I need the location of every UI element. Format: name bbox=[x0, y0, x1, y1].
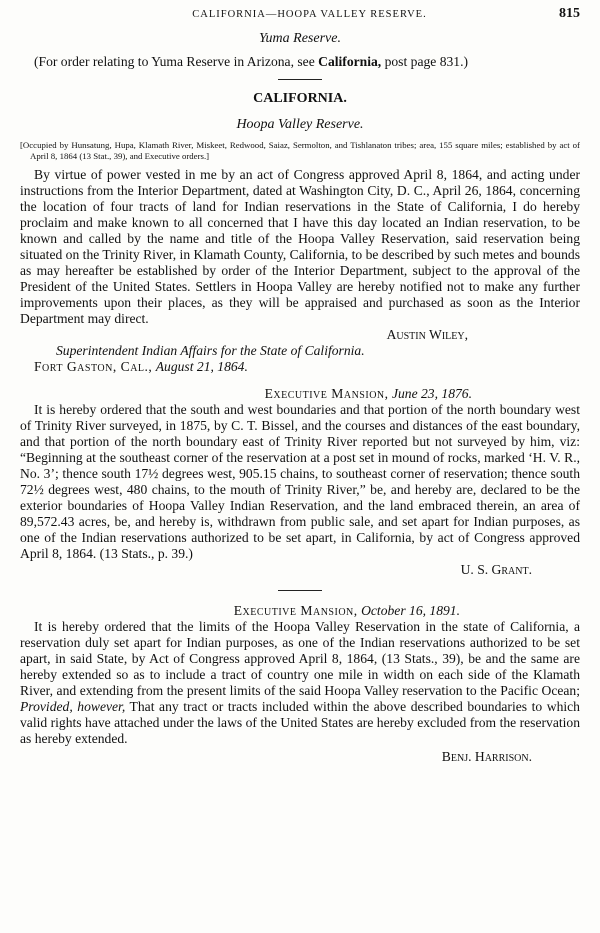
proclamation-place: Fort Gaston, Cal., bbox=[34, 359, 153, 374]
order-1891-heading bbox=[20, 603, 580, 619]
order-1891-date: October 16, 1891. bbox=[361, 603, 460, 618]
order-1891-body-end: That any tract or tracts included within the above described boundaries to which valid rights have attached under the laws of the United States are hereby excluded from the reservation as hereby extended. bbox=[20, 699, 580, 746]
section-divider-2 bbox=[278, 590, 322, 591]
running-header bbox=[20, 6, 580, 26]
wiley-signature: Austin Wiley, bbox=[386, 327, 468, 342]
order-1891-proviso: Provided, however, bbox=[20, 699, 126, 714]
wiley-title: Superintendent Indian Affairs for the State of California. bbox=[56, 343, 365, 358]
section-divider bbox=[278, 79, 322, 80]
occupancy-note: [Occupied by Hunsatung, Hupa, Klamath River, Miskeet, Redwood, Saiaz, Sermolton, and Tishlanaton tribes; area, 155 square miles; established by act of April 8, 1864 (13 Stat., 39), and Executive orders.] bbox=[20, 140, 580, 161]
california-heading: CALIFORNIA. bbox=[253, 91, 347, 106]
proclamation-date: August 21, 1864. bbox=[155, 359, 248, 374]
grant-signature: U. S. Grant. bbox=[460, 562, 532, 577]
order-1876-date: June 23, 1876. bbox=[391, 386, 472, 401]
harrison-signature: Benj. Harrison. bbox=[441, 749, 532, 764]
yuma-text-start: (For order relating to Yuma Reserve in Arizona, see bbox=[34, 54, 319, 69]
running-title: CALIFORNIA—HOOPA VALLEY RESERVE. bbox=[192, 9, 427, 20]
order-1876-place: Executive Mansion, bbox=[264, 386, 389, 401]
order-1891-body-start: It is hereby ordered that the limits of the Hoopa Valley Reservation in the state of California, a reservation duly set apart for Indian purposes, as one of the Indian reservations authorized to be set apart, in said State, by Act of Congress approved April 8, 1864, (13 Stats., 39), be and the same are hereby extended so as to include a tract of country one mile in width on each side of the Klamath River, and extending from the present limits of the said Hoopa Valley reservation to the Pacific Ocean; bbox=[20, 619, 580, 698]
yuma-text-end: post page 831.) bbox=[381, 54, 469, 69]
proclamation-place-date bbox=[20, 359, 580, 375]
order-1891-place: Executive Mansion, bbox=[233, 603, 358, 618]
order-1891-body bbox=[20, 619, 580, 747]
page-number: 815 bbox=[559, 6, 580, 21]
order-1876-body: It is hereby ordered that the south and west boundaries and that portion of the north boundary west of Trinity River surveyed, in 1875, by C. T. Bissel, and the courses and distances of the east boundary, and that portion of the north boundary east of Trinity River reported but not surveyed by him, viz: “Beginning at the southeast corner of the reservation at a post set in mound of rocks, marked ‘H. V. R., No. 3’; thence south 17½ degrees west, 905.15 chains, to southeast corner of reservation; thence south 72½ degrees west, 480 chains, to the mouth of Trinity River,” be, and hereby are, declared to be the exterior boundaries of Hoopa Valley Indian Reservation, and the land embraced therein, an area of 89,572.43 acres, be, and hereby is, withdrawn from public sale, and set apart for Indian purposes, as one of the Indian reservations authorized to be set apart, in California, by act of Congress approved April 8, 1864. (13 Stats., p. 39.) bbox=[20, 402, 580, 561]
hoopa-subheading: Hoopa Valley Reserve. bbox=[236, 117, 364, 132]
yuma-reference bbox=[20, 54, 580, 70]
yuma-text-bold: California, bbox=[318, 54, 382, 69]
order-1876-heading bbox=[20, 386, 580, 402]
proclamation-body: By virtue of power vested in me by an act of Congress approved April 8, 1864, and acting under instructions from the Interior Department, dated at Washington City, D. C., April 26, 1864, concerning the location of four tracts of land for Indian reservations in the State of California, I do hereby proclaim and make known to all concerned that I have this day located an Indian reservation, to be known and called by the name and title of the Hoopa Valley Reservation, said reservation being situated on the Trinity River, in Klamath County, California, to be described by such metes and bounds as may hereafter be established by order of the Interior Department, subject to the approval of the President of the United States. Settlers in Hoopa Valley are hereby notified not to make any further improvements upon their places, as they will be appraised and purchased as soon as the Interior Department may direct. bbox=[20, 167, 580, 326]
yuma-title: Yuma Reserve. bbox=[259, 31, 341, 46]
